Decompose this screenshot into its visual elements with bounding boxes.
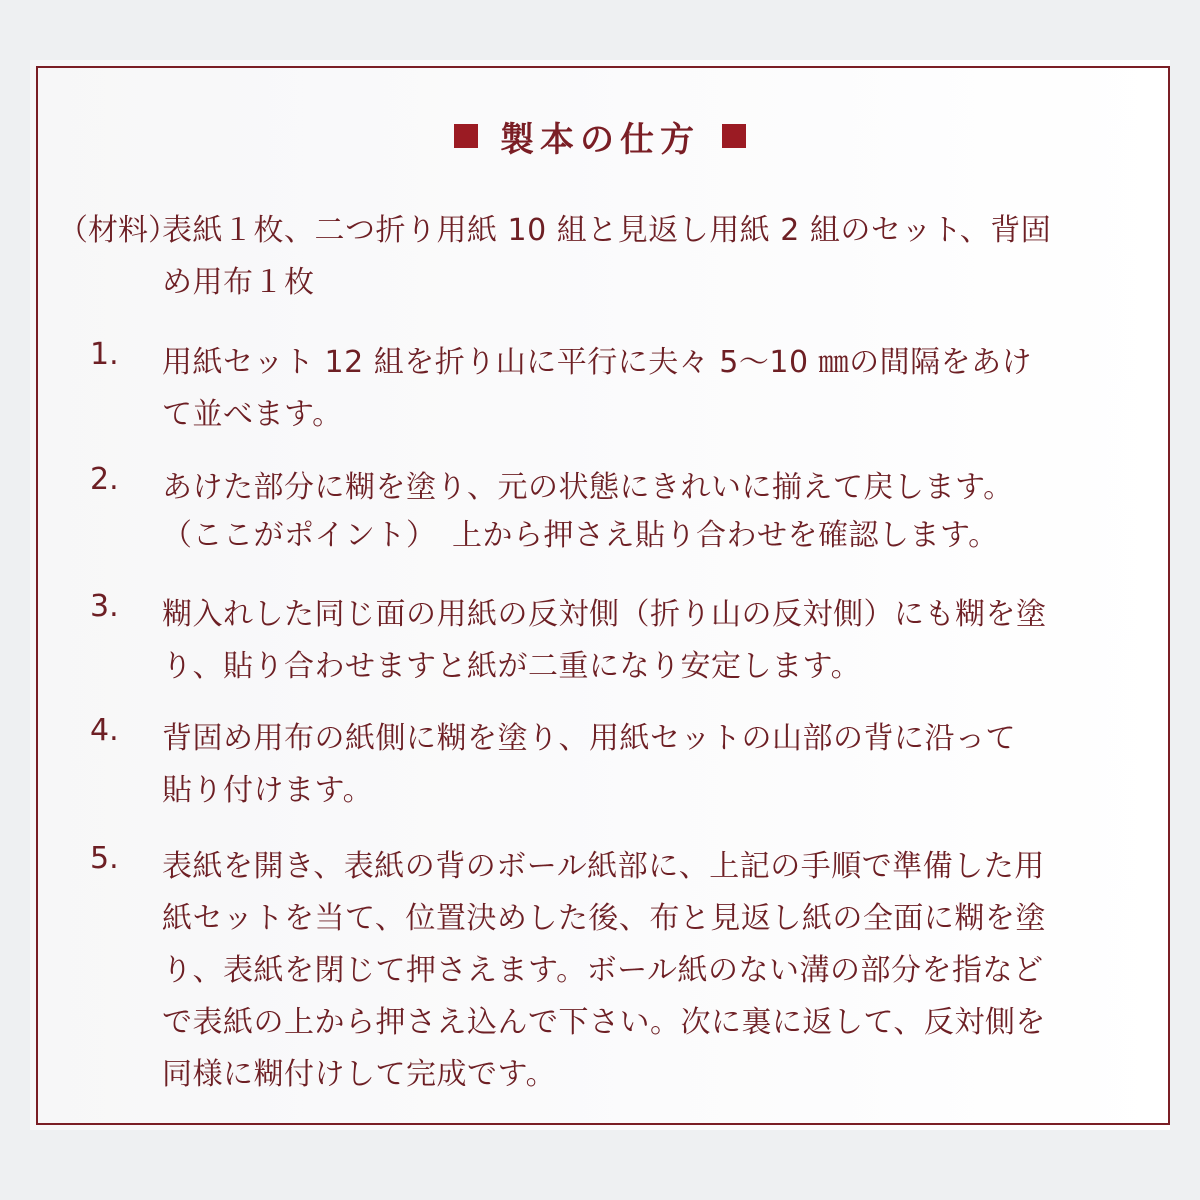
step-line: 紙セットを当て、位置決めした後、布と見返し紙の全面に糊を塗: [162, 901, 1046, 936]
materials-label: （材料）: [58, 213, 178, 248]
step-line: て並べます。: [162, 397, 343, 432]
step-number: 4.: [90, 713, 119, 748]
square-bullet-icon: [722, 124, 746, 148]
step-line: り、表紙を閉じて押さえます。ボール紙のない溝の部分を指など: [162, 953, 1044, 988]
step-number: 1.: [90, 337, 119, 372]
materials-line: 表紙１枚、二つ折り用紙 10 組と見返し用紙 2 組のセット、背固: [162, 213, 1052, 248]
title-row: [0, 108, 1200, 164]
step-line: 貼り付けます。: [162, 773, 374, 808]
step-line: 背固め用布の紙側に糊を塗り、用紙セットの山部の背に沿って: [162, 721, 1016, 756]
page-title: 製本の仕方: [500, 119, 700, 160]
square-bullet-icon: [454, 124, 478, 148]
step-line: り、貼り合わせますと紙が二重になり安定します。: [162, 649, 862, 684]
step-number: 2.: [90, 462, 119, 497]
step-line: 同様に糊付けして完成です。: [162, 1057, 557, 1092]
step-line: （ここがポイント） 上から押さえ貼り合わせを確認します。: [162, 518, 999, 553]
step-line: あけた部分に糊を塗り、元の状態にきれいに揃えて戻します。: [162, 470, 1014, 505]
step-number: 3.: [90, 589, 119, 624]
step-number: 5.: [90, 841, 119, 876]
step-line: 用紙セット 12 組を折り山に平行に夫々 5〜10 ㎜の間隔をあけ: [162, 345, 1033, 380]
step-line: 糊入れした同じ面の用紙の反対側（折り山の反対側）にも糊を塗: [162, 597, 1047, 632]
step-line: で表紙の上から押さえ込んで下さい。次に裏に返して、反対側を: [162, 1005, 1046, 1040]
materials-line: め用布１枚: [162, 265, 315, 300]
step-line: 表紙を開き、表紙の背のボール紙部に、上記の手順で準備した用: [162, 849, 1045, 884]
